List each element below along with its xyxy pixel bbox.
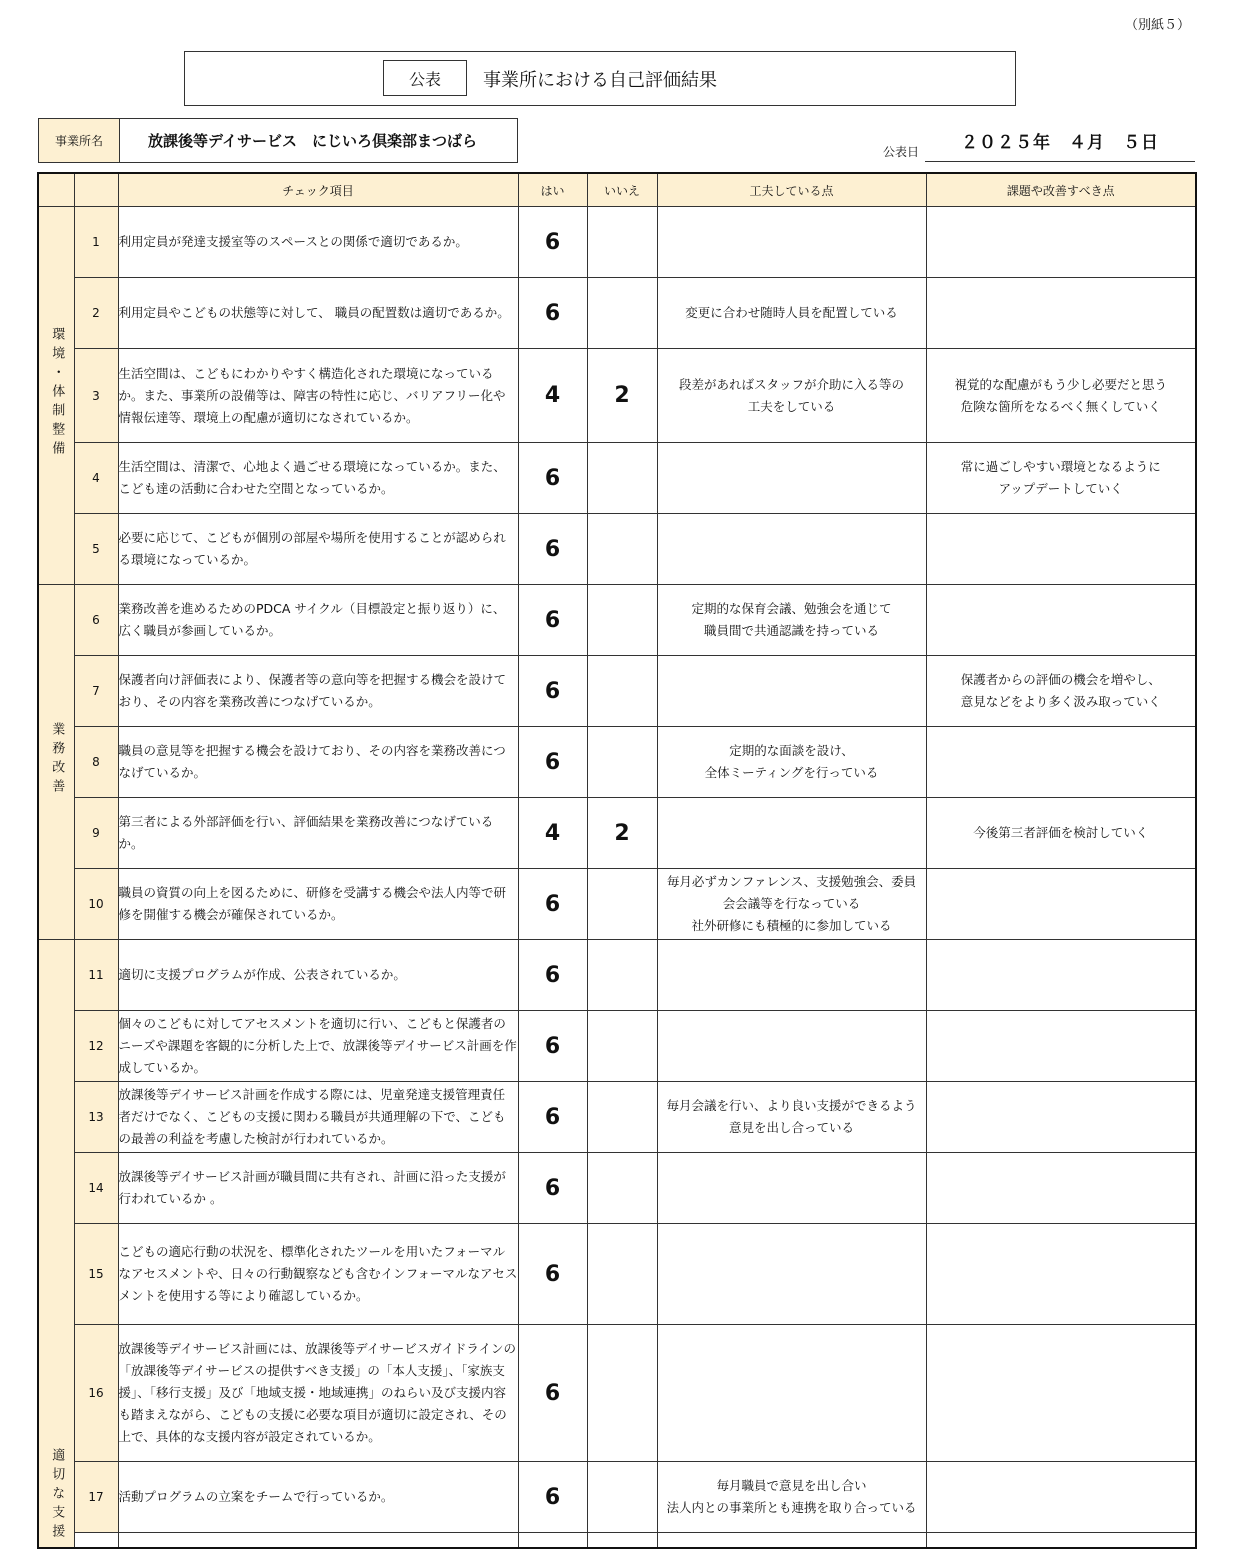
issues-cell — [926, 514, 1196, 585]
category-cell — [38, 585, 74, 940]
yes-count: 4 — [518, 798, 587, 869]
table-row-continuation — [38, 1533, 1196, 1549]
issue-line: アップデートしていく — [998, 481, 1123, 496]
check-item-text: 職員の意見等を把握する機会を設けており、その内容を業務改善につなげているか。 — [118, 727, 518, 798]
check-item-text: 利用定員が発達支援室等のスペースとの関係で適切であるか。 — [118, 207, 518, 278]
good-point-line: 変更に合わせ随時人員を配置している — [685, 305, 898, 320]
item-number: 15 — [74, 1224, 118, 1325]
good-points-cell — [657, 656, 926, 727]
good-point-line: 意見を出し合っている — [728, 1120, 854, 1135]
good-points-cell — [657, 869, 926, 940]
no-count — [587, 1325, 657, 1462]
good-point-line: 職員間で共通認識を持っている — [703, 623, 879, 638]
check-item-text: 放課後等デイサービス計画が職員間に共有され、計画に沿った支援が行われているか 。 — [118, 1153, 518, 1224]
good-point-line: 毎月会議を行い、より良い支援ができるよう — [666, 1098, 917, 1113]
good-point-line: 毎月必ずカンファレンス、支援勉強会、委員 — [666, 874, 917, 889]
table-row — [38, 727, 1196, 798]
yes-count: 6 — [518, 1462, 587, 1533]
issues-cell — [926, 940, 1196, 1011]
item-number: 7 — [74, 656, 118, 727]
table-row — [38, 869, 1196, 940]
issues-cell — [926, 1082, 1196, 1153]
item-number: 13 — [74, 1082, 118, 1153]
good-points-cell — [657, 1224, 926, 1325]
good-points-cell — [657, 207, 926, 278]
no-count — [587, 656, 657, 727]
office-name: 放課後等デイサービス にじいろ倶楽部まつばら — [148, 132, 477, 150]
yes-count: 6 — [518, 585, 587, 656]
check-item-text: 個々のこどもに対してアセスメントを適切に行い、こどもと保護者のニーズや課題を客観的に分析した上で、放課後等デイサービス計画を作成しているか。 — [118, 1011, 518, 1082]
category-label: 環境・体制整備 — [49, 327, 65, 460]
title-box — [184, 51, 1016, 106]
table-row — [38, 1325, 1196, 1462]
issues-cell — [926, 656, 1196, 727]
issues-cell — [926, 869, 1196, 940]
item-number: 12 — [74, 1011, 118, 1082]
check-item-text: こどもの適応行動の状況を、標準化されたツールを用いたフォーマルなアセスメントや、日々の行動観察なども含むインフォーマルなアセスメントを使用する等により確認しているか。 — [118, 1224, 518, 1325]
good-points-cell — [657, 514, 926, 585]
yes-count: 6 — [518, 940, 587, 1011]
continuation-cell — [657, 1533, 926, 1549]
item-number: 4 — [74, 443, 118, 514]
good-point-line: 会会議等を行なっている — [722, 896, 861, 911]
item-number: 8 — [74, 727, 118, 798]
yes-count: 6 — [518, 1082, 587, 1153]
item-number: 1 — [74, 207, 118, 278]
issue-line: 視覚的な配慮がもう少し必要だと思う — [954, 376, 1167, 392]
check-item-text: 放課後等デイサービス計画には、放課後等デイサービスガイドラインの「放課後等デイサービスの提供すべき支援」の「本人支援」、「家族支援」、「移行支援」及び「地域支援・地域連携」のねらい及び支援内容も踏まえながら、こどもの支援に必要な項目が適切に設定され、その上で、具体的な支援内容が設定されているか。 — [118, 1325, 518, 1462]
no-count — [587, 1153, 657, 1224]
good-points-cell — [657, 1153, 926, 1224]
item-number: 3 — [74, 349, 118, 443]
no-count — [587, 443, 657, 514]
check-item-text: 放課後等デイサービス計画を作成する際には、児童発達支援管理責任者だけでなく、こどもの支援に関わる職員が共通理解の下で、こどもの最善の利益を考慮した検討が行われているか。 — [118, 1082, 518, 1153]
good-points-cell — [657, 798, 926, 869]
check-item-text: 業務改善を進めるためのPDCA サイクル（目標設定と振り返り）に、広く職員が参画しているか。 — [118, 585, 518, 656]
yes-count: 6 — [518, 727, 587, 798]
table-row — [38, 1224, 1196, 1325]
public-label: 公表 — [383, 60, 467, 96]
no-count — [587, 940, 657, 1011]
good-point-line: 工夫をしている — [747, 398, 836, 414]
check-item-text: 生活空間は、こどもにわかりやすく構造化された環境になっているか。また、事業所の設備等は、障害の特性に応じ、バリアフリー化や情報伝達等、環境上の配慮が適切になされているか。 — [118, 349, 518, 443]
item-number: 17 — [74, 1462, 118, 1533]
yes-count: 6 — [518, 278, 587, 349]
issues-cell — [926, 278, 1196, 349]
header-good-points: 工夫している点 — [657, 173, 926, 207]
yes-count: 6 — [518, 443, 587, 514]
yes-count: 6 — [518, 1325, 587, 1462]
no-count — [587, 1082, 657, 1153]
category-cell — [38, 940, 74, 1549]
header-issues: 課題や改善すべき点 — [926, 173, 1196, 207]
category-label: 業務改善 — [49, 722, 65, 798]
annex-label: （別紙５） — [1125, 18, 1191, 33]
issues-cell — [926, 1462, 1196, 1533]
no-count — [587, 278, 657, 349]
yes-count: 6 — [518, 1153, 587, 1224]
no-count — [587, 207, 657, 278]
check-item-text: 保護者向け評価表により、保護者等の意向等を把握する機会を設けており、その内容を業務改善につなげているか。 — [118, 656, 518, 727]
good-point-line: 全体ミーティングを行っている — [704, 765, 879, 780]
yes-count: 6 — [518, 207, 587, 278]
continuation-cell — [926, 1533, 1196, 1549]
table-row — [38, 1011, 1196, 1082]
yes-count: 6 — [518, 514, 587, 585]
publish-date-label: 公表日 — [883, 145, 920, 159]
continuation-cell — [518, 1533, 587, 1549]
check-item-text: 第三者による外部評価を行い、評価結果を業務改善につなげているか。 — [118, 798, 518, 869]
issue-line: 保護者からの評価の機会を増やし、 — [960, 672, 1161, 687]
table-row — [38, 798, 1196, 869]
yes-count: 4 — [518, 349, 587, 443]
table-row — [38, 1082, 1196, 1153]
check-item-text: 必要に応じて、こどもが個別の部屋や場所を使用することが認められる環境になっているか。 — [118, 514, 518, 585]
no-count — [587, 1462, 657, 1533]
issue-line: 危険な箇所をなるべく無くしていく — [960, 398, 1161, 414]
office-label: 事業所名 — [39, 119, 120, 162]
table-row — [38, 443, 1196, 514]
issues-cell — [926, 443, 1196, 514]
no-count: 2 — [587, 349, 657, 443]
table-row — [38, 940, 1196, 1011]
no-count — [587, 585, 657, 656]
yes-count: 6 — [518, 869, 587, 940]
issues-cell — [926, 207, 1196, 278]
good-points-cell — [657, 940, 926, 1011]
page-title: 事業所における自己評価結果 — [483, 70, 717, 91]
continuation-cell — [587, 1533, 657, 1549]
header-number-blank — [74, 173, 118, 207]
no-count: 2 — [587, 798, 657, 869]
check-item-text: 利用定員やこどもの状態等に対して、 職員の配置数は適切であるか。 — [118, 278, 518, 349]
category-label: 適切な支援 — [49, 1448, 65, 1543]
table-row — [38, 1462, 1196, 1533]
evaluation-table — [37, 172, 1197, 1549]
issues-cell — [926, 1325, 1196, 1462]
check-item-text: 活動プログラムの立案をチームで行っているか。 — [118, 1462, 518, 1533]
issues-cell — [926, 727, 1196, 798]
issue-line: 意見などをより多く汲み取っていく — [960, 694, 1161, 709]
good-points-cell — [657, 1462, 926, 1533]
header-yes: はい — [518, 173, 587, 207]
no-count — [587, 1011, 657, 1082]
good-point-line: 毎月職員で意見を出し合い — [716, 1478, 867, 1493]
category-cell — [38, 207, 74, 585]
item-number: 6 — [74, 585, 118, 656]
good-points-cell — [657, 1011, 926, 1082]
header-no: いいえ — [587, 173, 657, 207]
good-points-cell — [657, 727, 926, 798]
item-number: 2 — [74, 278, 118, 349]
issue-line: 今後第三者評価を検討していく — [973, 825, 1149, 840]
issues-cell — [926, 1224, 1196, 1325]
table-row — [38, 514, 1196, 585]
table-header-row — [38, 173, 1196, 207]
issues-cell — [926, 349, 1196, 443]
item-number: 9 — [74, 798, 118, 869]
good-point-line: 段差があればスタッフが介助に入る等の — [678, 376, 904, 392]
continuation-cell — [74, 1533, 118, 1549]
check-item-text: 生活空間は、清潔で、心地よく過ごせる環境になっているか。また、こども達の活動に合わせた空間となっているか。 — [118, 443, 518, 514]
no-count — [587, 869, 657, 940]
item-number: 16 — [74, 1325, 118, 1462]
table-row — [38, 349, 1196, 443]
table-row — [38, 1153, 1196, 1224]
continuation-cell — [118, 1533, 518, 1549]
good-points-cell — [657, 278, 926, 349]
issues-cell — [926, 1011, 1196, 1082]
issue-line: 常に過ごしやすい環境となるように — [960, 459, 1161, 474]
table-row — [38, 278, 1196, 349]
good-points-cell — [657, 585, 926, 656]
good-point-line: 定期的な面談を設け、 — [729, 743, 854, 758]
issues-cell — [926, 1153, 1196, 1224]
yes-count: 6 — [518, 656, 587, 727]
yes-count: 6 — [518, 1011, 587, 1082]
publish-date: ２０２５年 ４月 ５日 — [925, 128, 1195, 162]
check-item-text: 職員の資質の向上を図るために、研修を受講する機会や法人内等で研修を開催する機会が確保されているか。 — [118, 869, 518, 940]
table-body — [38, 207, 1196, 1549]
issues-cell — [926, 798, 1196, 869]
item-number: 5 — [74, 514, 118, 585]
good-point-line: 定期的な保育会議、勉強会を通じて — [691, 601, 892, 616]
item-number: 10 — [74, 869, 118, 940]
office-box — [38, 118, 518, 163]
good-points-cell — [657, 1325, 926, 1462]
table-row — [38, 585, 1196, 656]
good-points-cell — [657, 349, 926, 443]
table-row — [38, 656, 1196, 727]
yes-count: 6 — [518, 1224, 587, 1325]
no-count — [587, 727, 657, 798]
issues-cell — [926, 585, 1196, 656]
item-number: 14 — [74, 1153, 118, 1224]
check-item-text: 適切に支援プログラムが作成、公表されているか。 — [118, 940, 518, 1011]
good-point-line: 法人内との事業所とも連携を取り合っている — [666, 1500, 917, 1515]
good-points-cell — [657, 443, 926, 514]
no-count — [587, 514, 657, 585]
header-check-item: チェック項目 — [118, 173, 518, 207]
table-row — [38, 207, 1196, 278]
good-point-line: 社外研修にも積極的に参加している — [691, 918, 892, 933]
good-points-cell — [657, 1082, 926, 1153]
header-category-blank — [38, 173, 74, 207]
no-count — [587, 1224, 657, 1325]
item-number: 11 — [74, 940, 118, 1011]
